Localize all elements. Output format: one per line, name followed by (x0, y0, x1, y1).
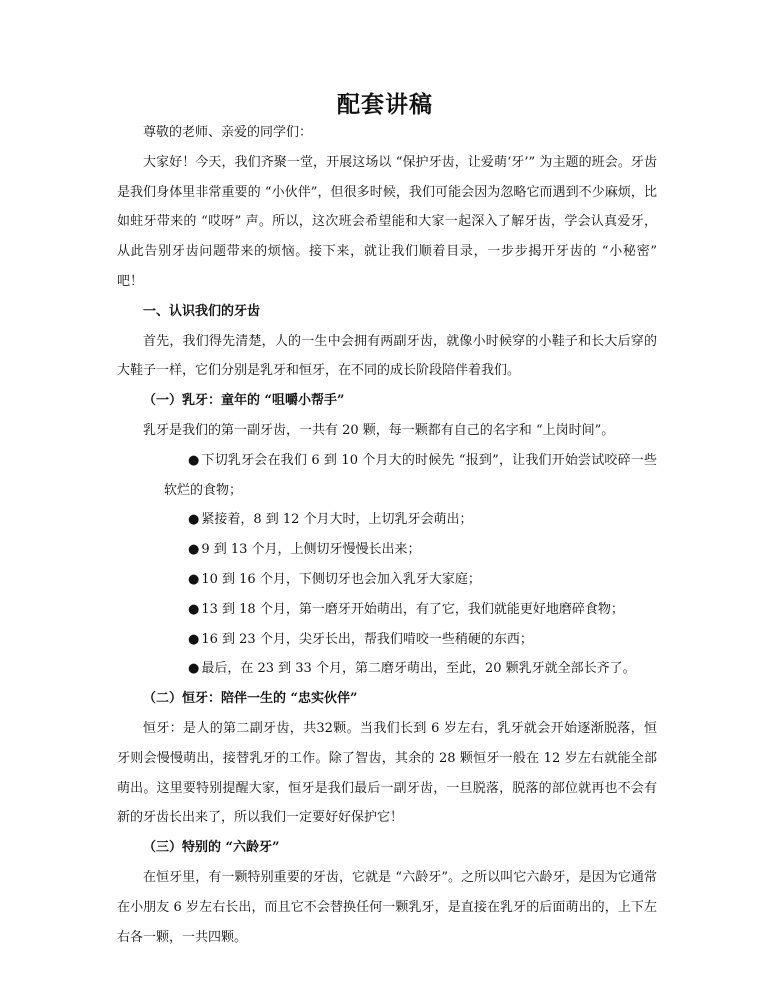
intro-paragraph: 大家好！今天，我们齐聚一堂，开展这场以 “保护牙齿，让爱萌‘牙’” 为主题的班会。牙齿是我们身体里非常重要的 “小伙伴”，但很多时候，我们可能会因为忽略它而遇到不少麻烦，比如蛀牙带来的 “哎呀” 声。所以，这次班会希望能和大家一起深入了解牙齿，学会认真爱牙，从此告别牙齿问题带来的烦恼。接下来，就让我们顺着目录，一步步揭开牙齿的 “小秘密” 吧！ (117, 154, 657, 289)
bullet-icon: ● (188, 661, 200, 677)
permanent-teeth-paragraph: 恒牙：是人的第二副牙齿，共32颗。当我们长到 6 岁左右，乳牙就会开始逐渐脱落，恒牙则会慢慢萌出，接替乳牙的工作。除了智齿，其余的 28 颗恒牙一般在 12 岁左右就能全部萌出。这里要特别提醒大家，恒牙是我们最后一副牙齿，一旦脱落，脱落的部位就再也不会有新的牙齿长出来了，所以我们一定要好好保护它！ (117, 720, 657, 826)
list-item: ● 最后，在 23 到 33 个月，第二磨牙萌出，至此，20 颗乳牙就全部长齐了。 (188, 661, 636, 677)
bullet-icon: ● (188, 631, 200, 647)
list-item: ● 下切乳牙会在我们 6 到 10 个月大的时候先 “报到”，让我们开始尝试咬碎一些软烂的食物； (164, 452, 657, 498)
list-item: ● 10 到 16 个月，下侧切牙也会加入乳牙大家庭； (188, 571, 481, 587)
section-heading-know-teeth: 一、认识我们的牙齿 (143, 303, 261, 319)
document-body (117, 118, 657, 952)
subheading-baby-teeth: （一）乳牙：童年的 “咀嚼小帮手” (143, 393, 345, 409)
subheading-permanent-teeth: （二）恒牙：陪伴一生的 “忠实伙伴” (143, 691, 358, 707)
bullet-icon: ● (188, 512, 200, 528)
list-item: ● 13 到 18 个月，第一磨牙开始萌出，有了它，我们就能更好地磨碎食物； (188, 601, 624, 617)
section1-paragraph: 首先，我们得先清楚，人的一生中会拥有两副牙齿，就像小时候穿的小鞋子和长大后穿的大鞋子一样，它们分别是乳牙和恒牙，在不同的成长阶段陪伴着我们。 (117, 333, 657, 379)
greeting: 尊敬的老师、亲爱的同学们： (143, 125, 313, 140)
bullet-icon: ● (188, 571, 200, 587)
bullet-icon: ● (188, 452, 200, 468)
six-year-molar-paragraph: 在恒牙里，有一颗特别重要的牙齿，它就是 “六龄牙”。之所以叫它六龄牙，是因为它通常在小朋友 6 岁左右长出，而且它不会替换任何一颗乳牙，是直接在乳牙的后面萌出的，上下左右各一颗，一共四颗。 (117, 869, 657, 945)
list-item: ● 16 到 23 个月，尖牙长出，帮我们啃咬一些稍硬的东西； (188, 631, 533, 647)
bullet-icon: ● (188, 542, 200, 558)
bullet-icon: ● (188, 601, 200, 617)
page-title: 配套讲稿 (337, 91, 433, 118)
list-item: ● 9 到 13 个月，上侧切牙慢慢长出来； (188, 542, 421, 558)
subheading-six-year-molar: （三）特别的 “六龄牙” (143, 840, 280, 856)
baby-teeth-paragraph: 乳牙是我们的第一副牙齿，一共有 20 颗，每一颗都有自己的名字和 “上岗时间”。 (143, 422, 615, 438)
list-item: ● 紧接着，8 到 12 个月大时，上切乳牙会萌出； (188, 512, 473, 528)
